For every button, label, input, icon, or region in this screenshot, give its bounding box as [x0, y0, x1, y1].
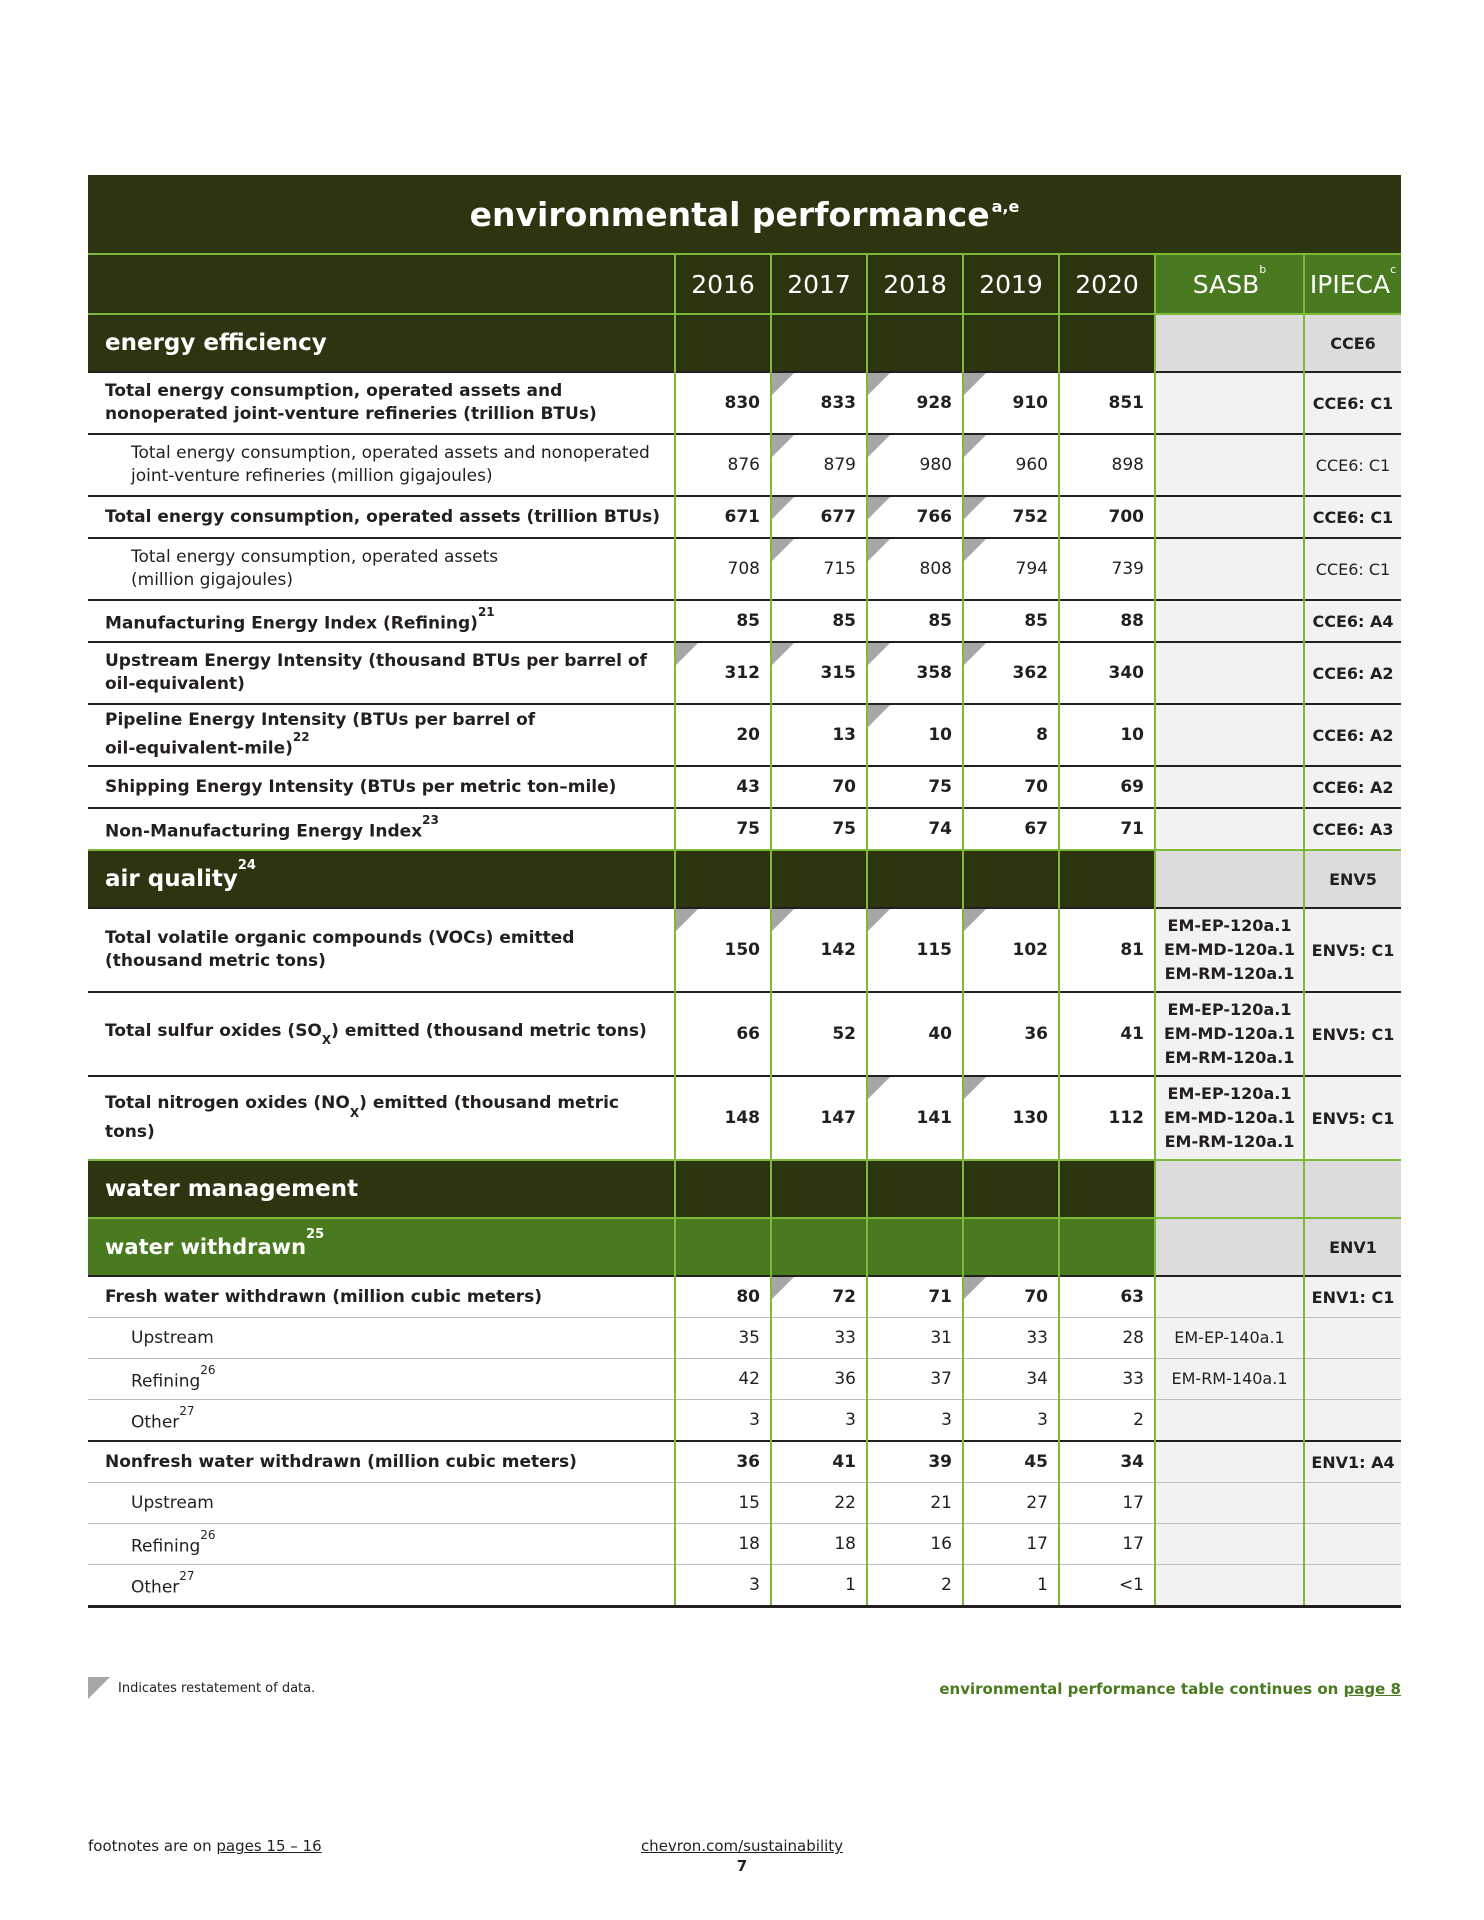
section-footnote: 25 — [306, 1227, 325, 1242]
value-cell: 18 — [771, 1524, 867, 1565]
value-cell-restated: 362 — [963, 642, 1059, 704]
value-cell: 71 — [867, 1276, 963, 1318]
value-cell: 3 — [675, 1400, 771, 1442]
section-cell — [867, 1218, 963, 1276]
table-row — [88, 1076, 1401, 1160]
sasb-cell — [1155, 766, 1304, 808]
row-label-text: Refining — [131, 1536, 201, 1557]
value-cell: 20 — [675, 704, 771, 766]
value-cell: 75 — [675, 808, 771, 850]
section-cell — [963, 1160, 1059, 1218]
value-cell: 15 — [675, 1483, 771, 1524]
value-cell-restated: 142 — [771, 908, 867, 992]
row-label — [88, 372, 675, 434]
ipieca-cell — [1304, 1359, 1401, 1400]
section-cell — [867, 850, 963, 908]
value-cell: 1 — [963, 1565, 1059, 1607]
sasb-cell — [1155, 1524, 1304, 1565]
row-label-line: Total volatile organic compounds (VOCs) emitted — [105, 928, 575, 948]
row-label-subscript: X — [349, 1105, 360, 1120]
value-cell: 70 — [771, 766, 867, 808]
sasb-cell — [1155, 1400, 1304, 1442]
year-header: 2020 — [1059, 254, 1155, 314]
section-energy-efficiency — [88, 314, 1401, 372]
value-cell: 42 — [675, 1359, 771, 1400]
value-cell: 41 — [771, 1441, 867, 1483]
section-ipieca-cell — [1304, 1160, 1401, 1218]
value-cell-restated: 677 — [771, 496, 867, 538]
table-row — [88, 496, 1401, 538]
page-8-link[interactable]: page 8 — [1343, 1680, 1401, 1698]
sasb-cell — [1155, 1276, 1304, 1318]
value-cell: 80 — [675, 1276, 771, 1318]
row-label — [88, 766, 675, 808]
table-row — [88, 1441, 1401, 1483]
year-header: 2016 — [675, 254, 771, 314]
ipieca-cell — [1304, 1483, 1401, 1524]
row-label — [88, 1400, 675, 1442]
value-cell: <1 — [1059, 1565, 1155, 1607]
row-label — [88, 1524, 675, 1565]
section-cell — [867, 1160, 963, 1218]
ipieca-cell: CCE6: A3 — [1304, 808, 1401, 850]
value-cell: 41 — [1059, 992, 1155, 1076]
value-cell: 22 — [771, 1483, 867, 1524]
section-title — [88, 314, 675, 372]
data-table — [88, 253, 1401, 1608]
section-cell — [867, 314, 963, 372]
value-cell-restated: 150 — [675, 908, 771, 992]
table-row — [88, 1400, 1401, 1442]
section-sasb-cell — [1155, 850, 1304, 908]
row-label-text: Shipping Energy Intensity (BTUs per metric ton–mile) — [105, 776, 617, 797]
table-row — [88, 1524, 1401, 1565]
value-cell-restated: 141 — [867, 1076, 963, 1160]
value-cell-restated: 766 — [867, 496, 963, 538]
row-label-text: Other — [131, 1577, 180, 1598]
restatement-triangle-icon — [88, 1677, 110, 1699]
row-label — [88, 600, 675, 642]
value-cell-restated: 115 — [867, 908, 963, 992]
table-row — [88, 538, 1401, 600]
row-label — [88, 496, 675, 538]
sasb-cell: EM-EP-140a.1 — [1155, 1318, 1304, 1359]
value-cell: 74 — [867, 808, 963, 850]
table-row — [88, 434, 1401, 496]
section-cell — [963, 1218, 1059, 1276]
value-cell: 75 — [771, 808, 867, 850]
section-water-management — [88, 1160, 1401, 1218]
value-cell-restated: 808 — [867, 538, 963, 600]
row-label-line: Total energy consumption, operated assets — [131, 547, 499, 567]
section-cell — [675, 314, 771, 372]
value-cell-restated: 10 — [867, 704, 963, 766]
footnotes-note: footnotes are on pages 15 – 16 — [88, 1837, 322, 1855]
row-label — [88, 908, 675, 992]
value-cell: 17 — [1059, 1524, 1155, 1565]
value-cell: 27 — [963, 1483, 1059, 1524]
sasb-header — [1155, 254, 1304, 314]
table-title: environmental performance $^{a,e}$ — [88, 175, 1401, 253]
value-cell-restated: 358 — [867, 642, 963, 704]
ipieca-cell — [1304, 1524, 1401, 1565]
value-cell: 66 — [675, 992, 771, 1076]
section-sasb-cell — [1155, 1160, 1304, 1218]
value-cell: 33 — [771, 1318, 867, 1359]
row-label-text: Total sulfur oxides (SO — [105, 1020, 322, 1041]
section-cell — [675, 1160, 771, 1218]
restatement-legend: Indicates restatement of data. — [88, 1677, 315, 1699]
row-footnote: 27 — [179, 1568, 195, 1583]
table-row — [88, 600, 1401, 642]
section-label: water management — [105, 1176, 359, 1202]
value-cell: 28 — [1059, 1318, 1155, 1359]
value-cell: 10 — [1059, 704, 1155, 766]
value-cell-restated: 879 — [771, 434, 867, 496]
section-title — [88, 850, 675, 908]
page-number: 7 — [736, 1857, 748, 1875]
section-cell — [1059, 314, 1155, 372]
value-cell: 148 — [675, 1076, 771, 1160]
sasb-cell — [1155, 808, 1304, 850]
table-row — [88, 1318, 1401, 1359]
header-row — [88, 254, 1401, 314]
value-cell: 36 — [963, 992, 1059, 1076]
footnotes-pages-link[interactable]: pages 15 – 16 — [216, 1837, 322, 1855]
value-cell: 898 — [1059, 434, 1155, 496]
sustainability-link[interactable]: chevron.com/sustainability — [640, 1837, 844, 1855]
value-cell-restated: 794 — [963, 538, 1059, 600]
value-cell: 671 — [675, 496, 771, 538]
value-cell: 40 — [867, 992, 963, 1076]
value-cell-restated: 312 — [675, 642, 771, 704]
value-cell: 3 — [963, 1400, 1059, 1442]
row-label — [88, 1565, 675, 1607]
section-ipieca-cell: ENV1 — [1304, 1218, 1401, 1276]
value-cell: 85 — [867, 600, 963, 642]
table-row — [88, 704, 1401, 766]
continues-note: environmental performance table continues on page 8 — [939, 1680, 1401, 1698]
value-cell: 830 — [675, 372, 771, 434]
ipieca-cell: CCE6: C1 — [1304, 434, 1401, 496]
sasb-cell — [1155, 434, 1304, 496]
sasb-cell — [1155, 538, 1304, 600]
year-header: 2017 — [771, 254, 867, 314]
row-label-line: (million gigajoules) — [131, 570, 293, 590]
section-label: energy efficiency — [105, 330, 327, 356]
value-cell: 75 — [867, 766, 963, 808]
row-label — [88, 1359, 675, 1400]
row-label-line: Pipeline Energy Intensity (BTUs per barrel of — [105, 710, 536, 731]
section-sasb-cell — [1155, 314, 1304, 372]
value-cell-restated: 833 — [771, 372, 867, 434]
row-label-subscript: X — [321, 1033, 332, 1048]
section-cell — [771, 314, 867, 372]
row-label-text: Refining — [131, 1371, 201, 1392]
row-footnote: 22 — [292, 730, 310, 745]
value-cell: 35 — [675, 1318, 771, 1359]
row-label-text: ) emitted (thousand metric tons) — [331, 1020, 647, 1041]
subsection-water-withdrawn — [88, 1218, 1401, 1276]
value-cell-restated: 315 — [771, 642, 867, 704]
year-header: 2018 — [867, 254, 963, 314]
ipieca-cell: ENV5: C1 — [1304, 1076, 1401, 1160]
ipieca-cell: CCE6: A2 — [1304, 704, 1401, 766]
row-label-line: (thousand metric tons) — [105, 951, 326, 971]
ipieca-cell — [1304, 1318, 1401, 1359]
row-label — [88, 642, 675, 704]
ipieca-footnote: c — [1390, 263, 1397, 277]
row-label-text: Upstream — [131, 1492, 214, 1513]
value-cell: 16 — [867, 1524, 963, 1565]
section-cell — [963, 850, 1059, 908]
section-title — [88, 1160, 675, 1218]
sasb-cell — [1155, 1483, 1304, 1524]
row-label-text: Upstream — [131, 1327, 214, 1348]
row-footnote: 26 — [200, 1362, 216, 1377]
value-cell-restated: 910 — [963, 372, 1059, 434]
value-cell: 147 — [771, 1076, 867, 1160]
sasb-code: EM-MD-120a.1 — [1163, 1108, 1296, 1127]
ipieca-cell: CCE6: A4 — [1304, 600, 1401, 642]
row-label — [88, 1441, 675, 1483]
value-cell: 39 — [867, 1441, 963, 1483]
section-ipieca-cell: CCE6 — [1304, 314, 1401, 372]
value-cell: 851 — [1059, 372, 1155, 434]
value-cell: 70 — [963, 766, 1059, 808]
year-header: 2019 — [963, 254, 1059, 314]
sasb-cell: EM-RM-140a.1 — [1155, 1359, 1304, 1400]
row-label-text: Total energy consumption, operated assets and nonoperated joint-venture refineries (trillion BTUs) — [105, 381, 597, 424]
ipieca-cell — [1304, 1565, 1401, 1607]
value-cell: 85 — [675, 600, 771, 642]
row-footnote: 27 — [179, 1403, 195, 1418]
value-cell: 85 — [771, 600, 867, 642]
table-row — [88, 1483, 1401, 1524]
sasb-code: EM-RM-120a.1 — [1164, 1132, 1295, 1151]
section-cell — [963, 314, 1059, 372]
row-label-text: Total nitrogen oxides (NO — [105, 1093, 350, 1114]
row-label-line: oil-equivalent) — [105, 674, 245, 694]
table-row — [88, 992, 1401, 1076]
value-cell: 34 — [963, 1359, 1059, 1400]
ipieca-header — [1304, 254, 1401, 314]
value-cell: 8 — [963, 704, 1059, 766]
value-cell-restated: 928 — [867, 372, 963, 434]
section-cell — [1059, 850, 1155, 908]
value-cell-restated: 980 — [867, 434, 963, 496]
value-cell: 112 — [1059, 1076, 1155, 1160]
value-cell-restated: 752 — [963, 496, 1059, 538]
table-row — [88, 1565, 1401, 1607]
row-label — [88, 704, 675, 766]
sasb-cell — [1155, 600, 1304, 642]
value-cell: 17 — [963, 1524, 1059, 1565]
row-label-text: Total energy consumption, operated assets (trillion BTUs) — [105, 506, 661, 527]
ipieca-cell: ENV5: C1 — [1304, 992, 1401, 1076]
table-row — [88, 766, 1401, 808]
ipieca-cell: ENV1: C1 — [1304, 1276, 1401, 1318]
sasb-label: SASB — [1192, 269, 1260, 299]
value-cell: 34 — [1059, 1441, 1155, 1483]
ipieca-cell: CCE6: C1 — [1304, 372, 1401, 434]
row-label-text: Manufacturing Energy Index (Refining) — [105, 613, 478, 634]
value-cell-restated: 72 — [771, 1276, 867, 1318]
section-footnote: 24 — [237, 858, 256, 874]
value-cell: 700 — [1059, 496, 1155, 538]
ipieca-cell: CCE6: C1 — [1304, 538, 1401, 600]
sasb-code: EM-RM-120a.1 — [1164, 1048, 1295, 1067]
row-label — [88, 434, 675, 496]
value-cell: 43 — [675, 766, 771, 808]
row-label-text: Other — [131, 1412, 180, 1433]
value-cell: 876 — [675, 434, 771, 496]
value-cell: 739 — [1059, 538, 1155, 600]
value-cell: 81 — [1059, 908, 1155, 992]
value-cell: 3 — [867, 1400, 963, 1442]
value-cell: 33 — [1059, 1359, 1155, 1400]
value-cell: 3 — [771, 1400, 867, 1442]
value-cell: 13 — [771, 704, 867, 766]
ipieca-cell: ENV5: C1 — [1304, 908, 1401, 992]
ipieca-cell: CCE6: A2 — [1304, 766, 1401, 808]
sasb-cell — [1155, 704, 1304, 766]
value-cell: 340 — [1059, 642, 1155, 704]
sasb-footnote: b — [1259, 263, 1267, 277]
row-footnote: 26 — [200, 1527, 216, 1542]
section-cell — [771, 850, 867, 908]
sasb-code: EM-EP-120a.1 — [1167, 916, 1292, 935]
row-footnote: 23 — [422, 812, 439, 827]
value-cell: 18 — [675, 1524, 771, 1565]
value-cell-restated: 960 — [963, 434, 1059, 496]
sasb-cell — [1155, 992, 1304, 1076]
row-label-text: Nonfresh water withdrawn (million cubic meters) — [105, 1451, 577, 1472]
value-cell: 37 — [867, 1359, 963, 1400]
section-cell — [771, 1160, 867, 1218]
table-row — [88, 1276, 1401, 1318]
row-label-text: Fresh water withdrawn (million cubic meters) — [105, 1286, 543, 1307]
value-cell: 2 — [1059, 1400, 1155, 1442]
value-cell: 85 — [963, 600, 1059, 642]
section-cell — [675, 1218, 771, 1276]
page-footer — [0, 1837, 1484, 1875]
ipieca-label: IPIECA — [1309, 269, 1391, 299]
ipieca-cell: CCE6: A2 — [1304, 642, 1401, 704]
section-cell — [675, 850, 771, 908]
row-label-text: Non-Manufacturing Energy Index — [105, 821, 423, 842]
value-cell: 52 — [771, 992, 867, 1076]
row-label — [88, 1076, 675, 1160]
section-cell — [771, 1218, 867, 1276]
value-cell: 69 — [1059, 766, 1155, 808]
ipieca-cell: CCE6: C1 — [1304, 496, 1401, 538]
section-label: water withdrawn — [105, 1235, 307, 1259]
value-cell-restated: 130 — [963, 1076, 1059, 1160]
row-label-line: oil-equivalent-mile) — [105, 738, 293, 759]
row-label — [88, 1483, 675, 1524]
sasb-cell — [1155, 372, 1304, 434]
sasb-code: EM-MD-120a.1 — [1163, 1024, 1296, 1043]
sasb-code: EM-RM-120a.1 — [1164, 964, 1295, 983]
value-cell: 33 — [963, 1318, 1059, 1359]
header-label-cell — [88, 254, 675, 314]
table-row — [88, 808, 1401, 850]
row-footnote: 21 — [477, 604, 495, 619]
value-cell: 2 — [867, 1565, 963, 1607]
value-cell: 17 — [1059, 1483, 1155, 1524]
section-air-quality — [88, 850, 1401, 908]
sasb-code: EM-EP-120a.1 — [1167, 1000, 1292, 1019]
section-cell — [1059, 1160, 1155, 1218]
section-title — [88, 1218, 675, 1276]
value-cell-restated: 102 — [963, 908, 1059, 992]
sasb-code: EM-EP-120a.1 — [1167, 1084, 1292, 1103]
row-label-text: ) emitted (thousand metric tons) — [105, 1093, 619, 1142]
sasb-cell — [1155, 908, 1304, 992]
value-cell: 36 — [771, 1359, 867, 1400]
row-label — [88, 1276, 675, 1318]
value-cell: 31 — [867, 1318, 963, 1359]
row-label — [88, 538, 675, 600]
sasb-code: EM-MD-120a.1 — [1163, 940, 1296, 959]
section-cell — [1059, 1218, 1155, 1276]
value-cell: 63 — [1059, 1276, 1155, 1318]
value-cell: 88 — [1059, 600, 1155, 642]
row-label-line: Upstream Energy Intensity (thousand BTUs per barrel of — [105, 651, 648, 671]
value-cell: 1 — [771, 1565, 867, 1607]
section-label: air quality — [105, 866, 238, 892]
value-cell: 71 — [1059, 808, 1155, 850]
row-label — [88, 992, 675, 1076]
section-sasb-cell — [1155, 1218, 1304, 1276]
value-cell: 21 — [867, 1483, 963, 1524]
ipieca-cell — [1304, 1400, 1401, 1442]
value-cell: 67 — [963, 808, 1059, 850]
sasb-cell — [1155, 496, 1304, 538]
value-cell-restated: 70 — [963, 1276, 1059, 1318]
row-label-text: Total energy consumption, operated assets and nonoperated joint-venture refineries (million gigajoules) — [131, 443, 650, 486]
value-cell: 708 — [675, 538, 771, 600]
table-row — [88, 642, 1401, 704]
sasb-cell — [1155, 1565, 1304, 1607]
value-cell: 36 — [675, 1441, 771, 1483]
section-ipieca-cell: ENV5 — [1304, 850, 1401, 908]
table-row — [88, 908, 1401, 992]
sasb-cell — [1155, 1441, 1304, 1483]
row-label — [88, 808, 675, 850]
sasb-cell — [1155, 642, 1304, 704]
row-label — [88, 1318, 675, 1359]
value-cell-restated: 715 — [771, 538, 867, 600]
sasb-cell — [1155, 1076, 1304, 1160]
value-cell: 45 — [963, 1441, 1059, 1483]
ipieca-cell: ENV1: A4 — [1304, 1441, 1401, 1483]
table-row — [88, 372, 1401, 434]
value-cell: 3 — [675, 1565, 771, 1607]
environmental-performance-table — [88, 175, 1401, 1608]
table-row — [88, 1359, 1401, 1400]
